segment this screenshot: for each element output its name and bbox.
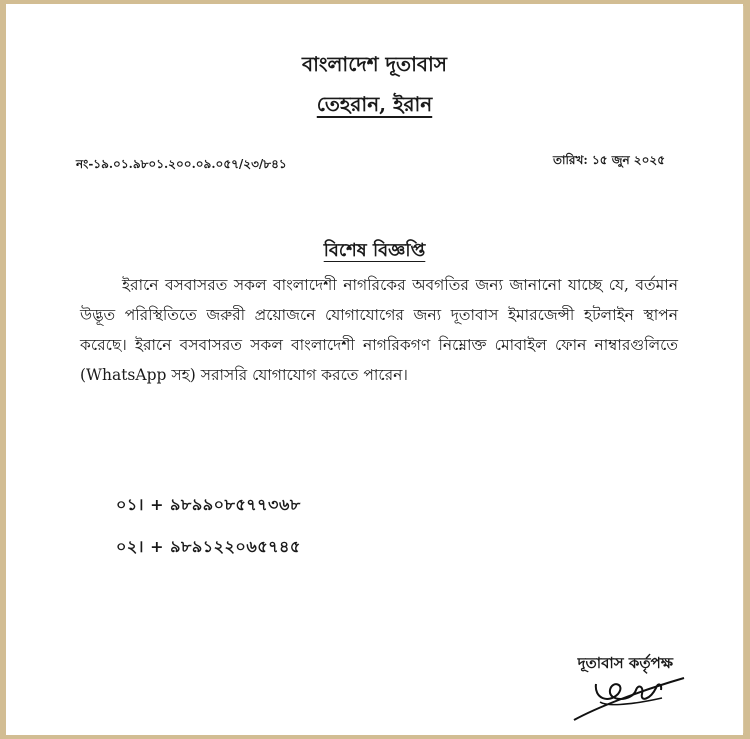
signing-authority: দূতাবাস কর্তৃপক্ষ [577, 654, 673, 672]
embassy-name: বাংলাদেশ দূতাবাস [301, 52, 448, 76]
notice-body: ইরানে বসবাসরত সকল বাংলাদেশী নাগরিকের অবগতির জন্য জানানো যাচ্ছে যে, বর্তমান উদ্ভূত পরিস্থিতিতে জরুরী প্রয়োজনে যোগাযোগের জন্য দূতাবাস ইমারজেন্সী হটলাইন স্থাপন করেছে। ইরানে বসবাসরত সকল বাংলাদেশী নাগরিকগণ নিম্নোক্ত মোবাইল ফোন নাম্বারগুলিতে (WhatsApp সহ) সরাসরি যোগাযোগ করতে পারেন। [80, 276, 678, 384]
memo-number: নং-১৯.০১.৯৮০১.২০০.০৯.০৫৭/২৩/৮৪১ [76, 157, 287, 171]
signature-mark [566, 672, 696, 722]
notice-date: তারিখ: ১৫ জুন ২০২৫ [552, 153, 665, 167]
hotline-number-1: ০১। + ৯৮৯৯০৮৫৭৭৩৬৮ [116, 495, 301, 514]
notice-title: বিশেষ বিজ্ঞপ্তি [323, 240, 426, 261]
embassy-location: তেহরান, ইরান [316, 92, 433, 116]
hotline-number-2: ০২। + ৯৮৯১২২০৬৫৭৪৫ [116, 537, 301, 556]
notice-document [6, 4, 743, 735]
